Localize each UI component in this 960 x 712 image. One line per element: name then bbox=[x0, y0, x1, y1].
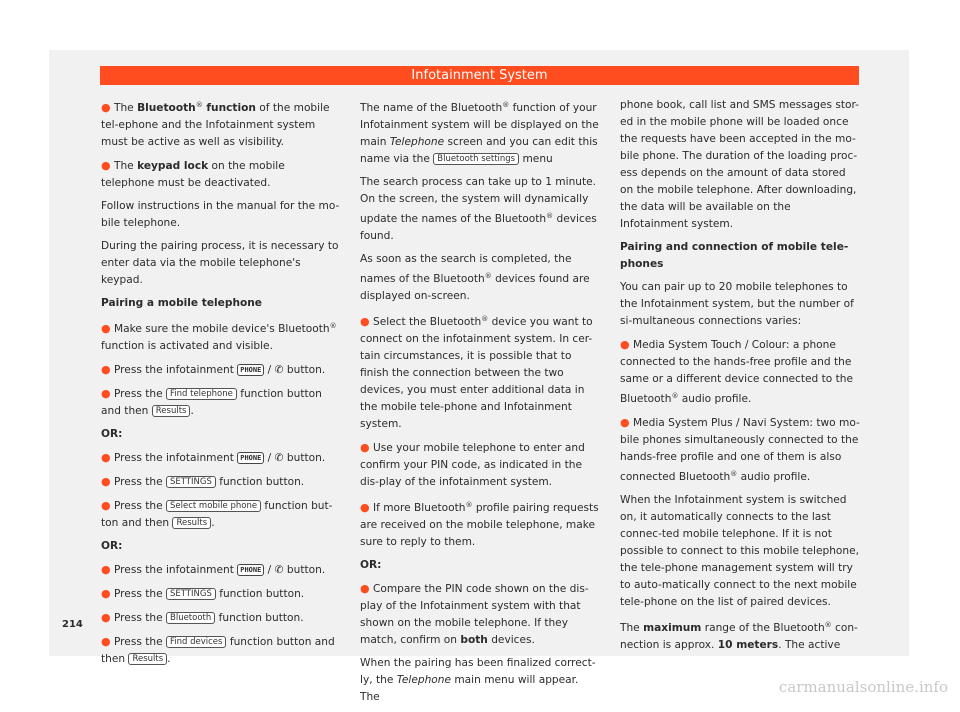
bullet-icon: ● bbox=[360, 441, 370, 454]
find-devices-button: Find devices bbox=[166, 636, 226, 648]
phone-handset-icon: ✆ bbox=[274, 364, 284, 376]
phone-key-icon: PHONE bbox=[237, 452, 264, 464]
column-2 bbox=[360, 97, 600, 712]
settings-button: SETTINGS bbox=[166, 588, 216, 600]
paragraph: ● Press the SETTINGS function button. bbox=[101, 475, 305, 488]
column-1 bbox=[101, 97, 341, 674]
paragraph: You can pair up to 20 mobile telephones to the Infotainment system, but the number of si-multaneous connections varies: bbox=[620, 281, 854, 327]
bullet-icon: ● bbox=[101, 475, 111, 488]
paragraph: ● Press the SETTINGS function button. bbox=[101, 587, 305, 600]
find-telephone-button: Find telephone bbox=[166, 388, 237, 400]
bullet-icon: ● bbox=[620, 416, 630, 429]
paragraph: ● The Bluetooth® function of the mobile tel-ephone and the Infotainment system must be active as well as visibility. bbox=[101, 101, 330, 148]
paragraph: ● Compare the PIN code shown on the dis-play of the Infotainment system with that shown on the mobile telephone. If they match, confirm on both devices. bbox=[360, 582, 589, 646]
or-label: OR: bbox=[360, 559, 382, 571]
bullet-icon: ● bbox=[101, 587, 111, 600]
paragraph: The search process can take up to 1 minute. On the screen, the system will dynamically update the names of the Bluetooth® devices found. bbox=[360, 176, 597, 242]
paragraph: ● Press the Find telephone function button and then Results . bbox=[101, 387, 322, 417]
paragraph: ● Press the infotainment PHONE / ✆ button. bbox=[101, 451, 326, 464]
paragraph: phone book, call list and SMS messages stor-ed in the mobile phone will be loaded once the requests have been accepted in the mo-bile phone. The duration of the loading proc-ess depends on the amount of data stored on the mobile telephone. After downloading, the data will be available on the Infotainment system. bbox=[620, 99, 859, 230]
bullet-icon: ● bbox=[101, 611, 111, 624]
bullet-icon: ● bbox=[101, 499, 111, 512]
subheading: Pairing and connection of mobile tele-phones bbox=[620, 241, 849, 270]
paragraph: ● Media System Touch / Colour: a phone connected to the hands-free profile and the same or a different device connected to the Bluetooth® audio profile. bbox=[620, 338, 854, 405]
results-button: Results bbox=[172, 517, 211, 529]
bullet-icon: ● bbox=[620, 338, 630, 351]
bullet-icon: ● bbox=[101, 101, 111, 114]
paragraph: During the pairing process, it is necessary to enter data via the mobile telephone's keypad. bbox=[101, 240, 339, 286]
bullet-icon: ● bbox=[101, 387, 111, 400]
subheading: Pairing a mobile telephone bbox=[101, 297, 262, 309]
bullet-icon: ● bbox=[101, 451, 111, 464]
watermark: carmanualsonline.info bbox=[778, 678, 948, 696]
bullet-icon: ● bbox=[360, 582, 370, 595]
bullet-icon: ● bbox=[101, 363, 111, 376]
phone-key-icon: PHONE bbox=[237, 564, 264, 576]
paragraph: ● Select the Bluetooth® device you want to connect on the infotainment system. In cer-tain circumstances, it is possible that to finish the connection between the two devices, you must enter additional data in the mobile tele-phone and Infotainment system. bbox=[360, 315, 593, 430]
results-button: Results bbox=[152, 405, 191, 417]
paragraph: ● Press the Bluetooth function button. bbox=[101, 611, 304, 624]
paragraph: ● Press the infotainment PHONE / ✆ button. bbox=[101, 563, 326, 576]
select-mobile-phone-button: Select mobile phone bbox=[166, 500, 261, 512]
page-number: 214 bbox=[62, 619, 83, 630]
bullet-icon: ● bbox=[360, 501, 370, 514]
paragraph: Follow instructions in the manual for the mo-bile telephone. bbox=[101, 200, 340, 229]
paragraph: ● Use your mobile telephone to enter and confirm your PIN code, as indicated in the dis-play of the infotainment system. bbox=[360, 441, 585, 488]
paragraph: The maximum range of the Bluetooth® con-nection is approx. 10 meters. The active bbox=[620, 621, 858, 651]
paragraph: ● If more Bluetooth® profile pairing requests are received on the mobile telephone, make sure to reply to them. bbox=[360, 501, 599, 548]
or-label: OR: bbox=[101, 428, 123, 440]
bluetooth-settings-button: Bluetooth settings bbox=[433, 153, 519, 165]
bullet-icon: ● bbox=[101, 322, 111, 335]
bullet-icon: ● bbox=[101, 635, 111, 648]
phone-handset-icon: ✆ bbox=[274, 452, 284, 464]
or-label: OR: bbox=[101, 540, 123, 552]
phone-handset-icon: ✆ bbox=[274, 564, 284, 576]
paragraph: The name of the Bluetooth® function of your Infotainment system will be displayed on the main Telephone screen and you can edit this name via the Bluetooth settings menu bbox=[360, 101, 599, 165]
section-header: Infotainment System bbox=[100, 66, 859, 85]
column-3 bbox=[620, 97, 860, 660]
paragraph: ● Media System Plus / Navi System: two mo-bile phones simultaneously connected to the hands-free profile and one of them is also connected Bluetooth® audio profile. bbox=[620, 416, 860, 483]
paragraph: ● Make sure the mobile device's Bluetooth® function is activated and visible. bbox=[101, 322, 337, 352]
results-button: Results bbox=[128, 653, 167, 665]
settings-button: SETTINGS bbox=[166, 476, 216, 488]
bullet-icon: ● bbox=[101, 159, 111, 172]
paragraph: When the Infotainment system is switched on, it automatically connects to the last connec-ted mobile telephone. If it is not possible to connect to this mobile telephone, the tele-phone management system will try to auto-matically connect to the next mobile tele-phone on the list of paired devices. bbox=[620, 494, 859, 608]
bullet-icon: ● bbox=[360, 315, 370, 328]
paragraph: ● Press the infotainment PHONE / ✆ button. bbox=[101, 363, 326, 376]
paragraph: As soon as the search is completed, the names of the Bluetooth® devices found are displayed on-screen. bbox=[360, 253, 590, 302]
phone-key-icon: PHONE bbox=[237, 364, 264, 376]
paragraph: ● Press the Find devices function button and then Results . bbox=[101, 635, 335, 665]
bullet-icon: ● bbox=[101, 563, 111, 576]
paragraph: ● The keypad lock on the mobile telephone must be deactivated. bbox=[101, 159, 285, 189]
bluetooth-button: Bluetooth bbox=[166, 612, 215, 624]
paragraph: ● Press the Select mobile phone function but-ton and then Results . bbox=[101, 499, 333, 529]
paragraph: When the pairing has been finalized correct-ly, the Telephone main menu will appear. The bbox=[360, 657, 596, 703]
